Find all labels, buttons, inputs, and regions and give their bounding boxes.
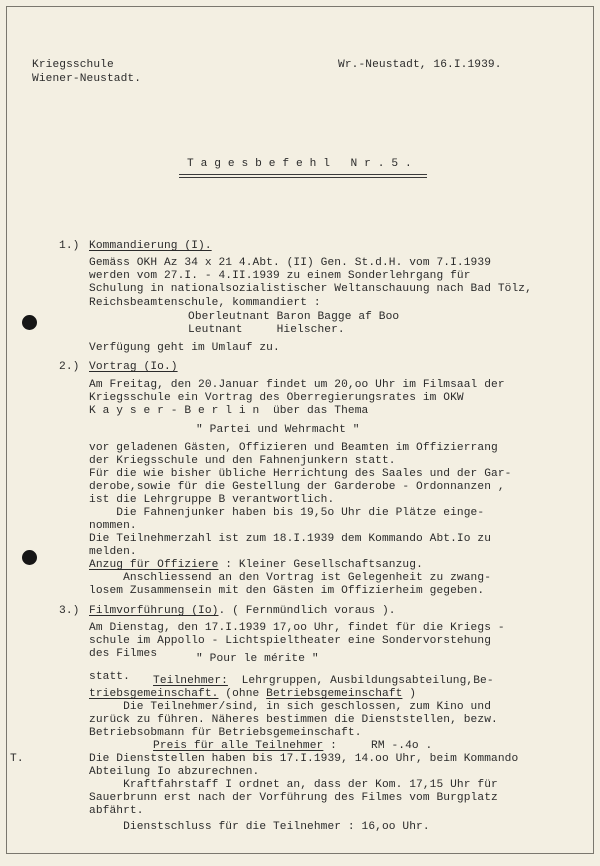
section2-heading: Vortrag (Io.) [89,361,178,373]
section2-line: derobe,sowie für die Gestellung der Garderobe - Ordonnanzen , [89,481,505,493]
section2-line: vor geladenen Gästen, Offizieren und Beamten im Offizierrang [89,442,498,454]
section3-line: Abteilung Io abzurechnen. [89,766,260,778]
circulation-note: Verfügung geht im Umlauf zu. [89,342,280,354]
section3-line: abfährt. [89,805,144,817]
participants-group: triebsgemeinschaft. [89,688,219,700]
section1-line: Gemäss OKH Az 34 x 21 4.Abt. (II) Gen. St.d.H. vom 7.I.1939 [89,257,492,269]
sender-line-2: Wiener-Neustadt. [32,73,142,85]
section3-line: Kraftfahrstaff I ordnet an, dass der Kom. 17,15 Uhr für [89,779,498,791]
section3-line: schule im Appollo - Lichtspieltheater eine Sondervorstehung [89,635,492,647]
section3-line: Die Teilnehmer/sind, in sich geschlossen, zum Kino und [89,701,492,713]
dress-code-line [89,558,423,572]
participants-line-2 [89,687,416,701]
lecture-theme: " Partei und Wehrmacht " [196,424,360,436]
section3-number: 3.) [59,605,80,617]
section2-line: Die Fahnenjunker haben bis 19,5o Uhr die Plätze einge- [89,507,485,519]
film-title: " Pour le mérite " [196,653,319,665]
section2-line: K a y s e r - B e r l i n über das Thema [89,405,369,417]
dress-code-text: : Kleiner Gesellschaftsanzug. [218,559,423,571]
statt-line: statt. [89,671,130,683]
section3-line: Die Dienststellen haben bis 17.I.1939, 14.oo Uhr, beim Kommando [89,753,519,765]
title-rule-1 [179,174,427,176]
section2-line: Die Teilnehmerzahl ist zum 18.I.1939 dem Kommando Abt.Io zu [89,533,492,545]
section1-heading: Kommandierung (I). [89,240,212,252]
section2-line: der Kriegsschule und den Fahnenjunkern statt. [89,455,396,467]
section3-line: Betriebsobmann für Betriebsgemeinschaft. [89,727,362,739]
section3-line: Am Dienstag, den 17.I.1939 17,oo Uhr, findet für die Kriegs - [89,622,505,634]
dress-code-label: Anzug für Offiziere [89,559,219,571]
section2-line: Am Freitag, den 20.Januar findet um 20,oo Uhr im Filmsaal der [89,379,505,391]
officer-name: Oberleutnant Baron Bagge af Boo [188,311,400,323]
price-label: Preis für alle Teilnehmer [153,740,324,752]
section3-heading-note: . ( Fernmündlich voraus ). [218,605,396,617]
document-page [6,6,594,854]
officer-name: Leutnant Hielscher. [188,324,345,336]
section3-line: zurück zu führen. Näheres bestimmen die Dienststellen, bezw. [89,714,498,726]
price-text: : RM -.4o . [323,740,433,752]
section2-line: losem Zusammensein mit den Gästen im Offizierheim gegeben. [89,585,485,597]
section2-line: Kriegsschule ein Vortrag des Oberregierungsrates im OKW [89,392,464,404]
section3-heading-line [89,604,396,618]
participants-connector: (ohne [218,688,267,700]
place-date: Wr.-Neustadt, 16.I.1939. [338,59,502,71]
participants-exclusion: Betriebsgemeinschaft [266,688,403,700]
section2-line: nommen. [89,520,137,532]
section3-heading: Filmvorführung (Io) [89,605,219,617]
document-title: T a g e s b e f e h l N r . 5 . [187,158,412,170]
margin-mark: T. [10,753,24,765]
punch-hole-bottom [22,550,37,565]
section3-line: Dienstschluss für die Teilnehmer : 16,oo Uhr. [89,821,430,833]
section2-line: Anschliessend an den Vortrag ist Gelegenheit zu zwang- [89,572,492,584]
price-line [153,739,432,753]
section3-line: des Filmes [89,648,158,660]
sender-line-1: Kriegsschule [32,59,114,71]
section1-line: werden vom 27.I. - 4.II.1939 zu einem Sonderlehrgang für [89,270,471,282]
title-rule-2 [179,177,427,179]
section1-line: Reichsbeamtenschule, kommandiert : [89,297,321,309]
section2-line: melden. [89,546,137,558]
section2-line: ist die Lehrgruppe B verantwortlich. [89,494,335,506]
section3-line: Sauerbrunn erst nach der Vorführung des Filmes vom Burgplatz [89,792,498,804]
participants-label: Teilnehmer: [153,675,228,687]
section2-number: 2.) [59,361,80,373]
punch-hole-top [22,315,37,330]
section2-line: Für die wie bisher übliche Herrichtung des Saales und der Gar- [89,468,512,480]
participants-line [153,674,494,688]
participants-text: Lehrgruppen, Ausbildungsabteilung,Be- [227,675,494,687]
participants-close: ) [402,688,417,700]
section1-line: Schulung in nationalsozialistischer Weltanschauung nach Bad Tölz, [89,283,532,295]
section1-number: 1.) [59,240,80,252]
